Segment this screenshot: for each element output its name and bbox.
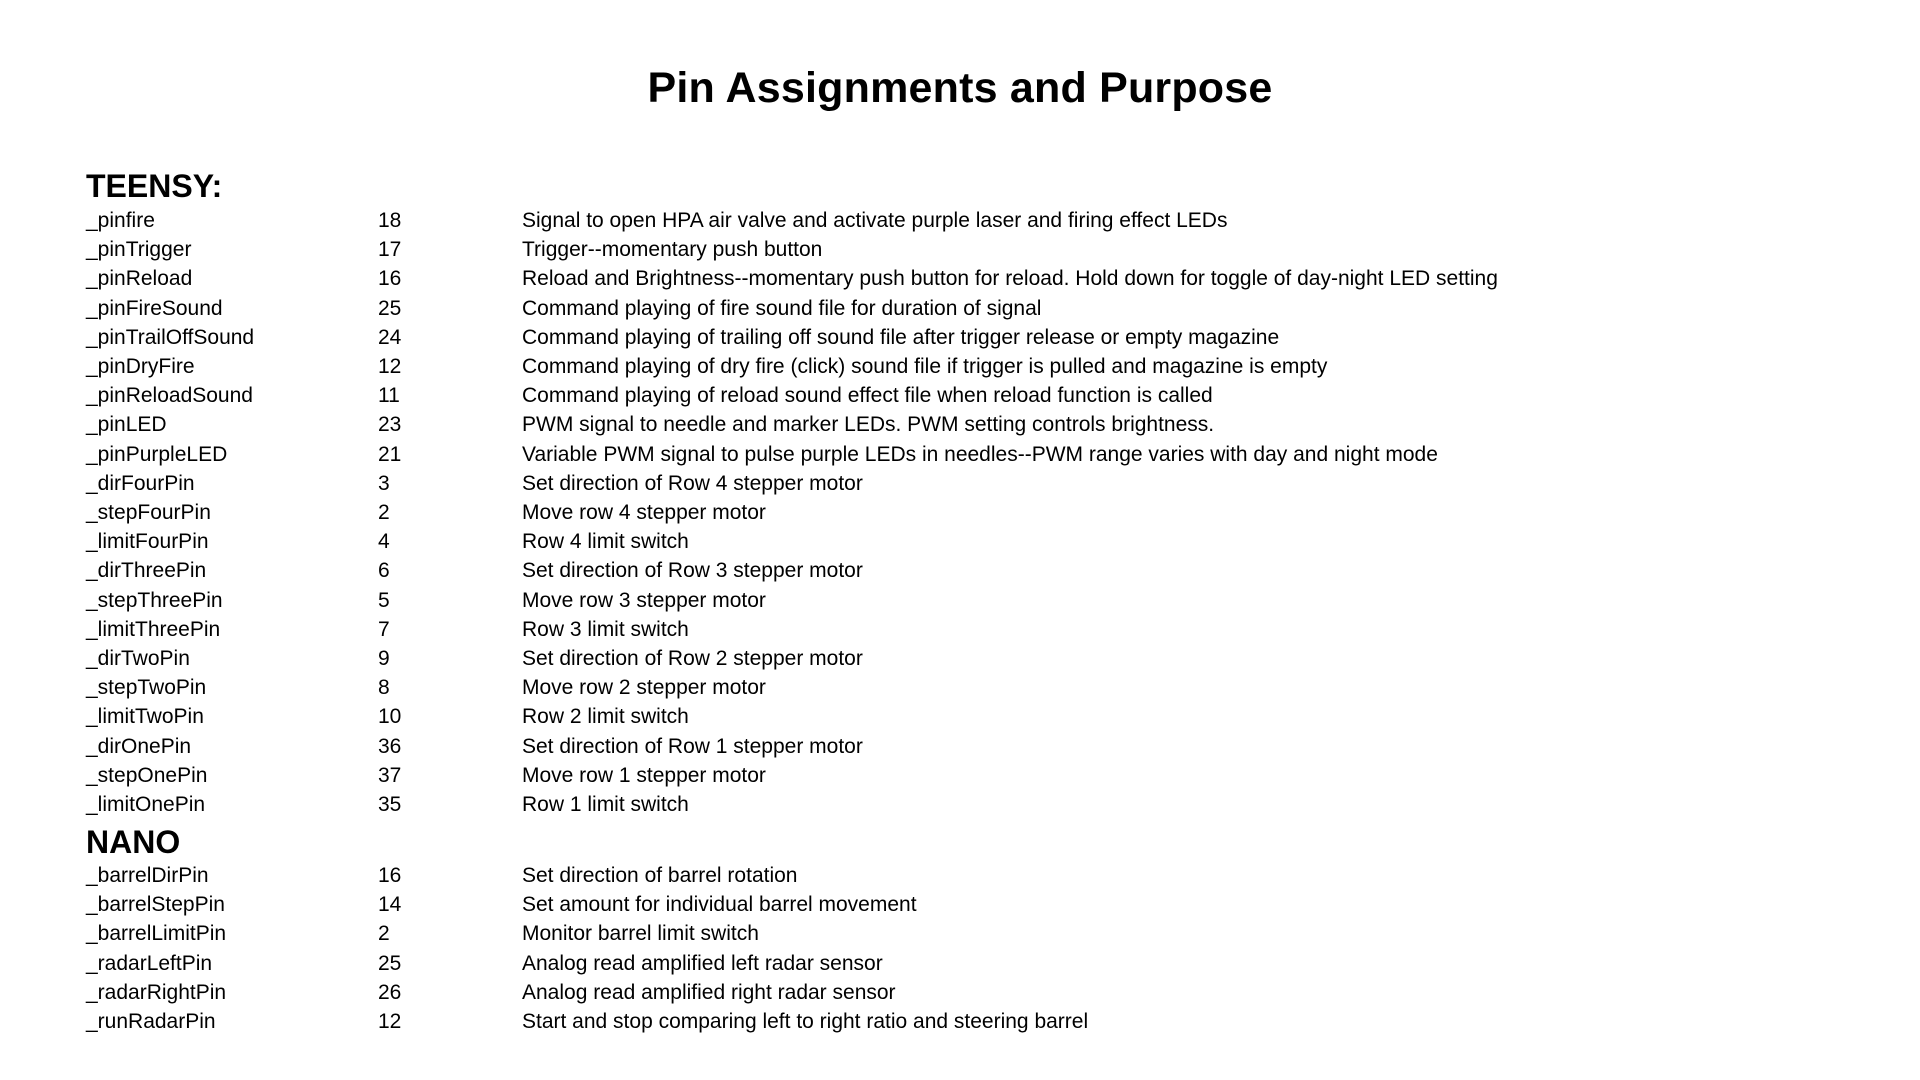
pin-row	[0, 919, 1920, 948]
pin-name: _limitThreePin	[86, 617, 221, 641]
pin-purpose: Set direction of Row 1 stepper motor	[522, 734, 863, 758]
pin-purpose: Set direction of Row 4 stepper motor	[522, 471, 863, 495]
pin-row	[0, 790, 1920, 819]
pin-name: _dirTwoPin	[86, 647, 190, 670]
pin-purpose: Command playing of trailing off sound file after trigger release or empty magazine	[522, 325, 1280, 349]
pin-name: _pinTrailOffSound	[86, 325, 255, 349]
pin-number: 10	[378, 705, 402, 729]
teensy-heading: TEENSY:	[86, 168, 223, 204]
pin-name: _stepTwoPin	[86, 676, 207, 700]
pin-purpose: Command playing of reload sound effect file when reload function is called	[522, 384, 1213, 408]
pin-purpose: Analog read amplified left radar sensor	[522, 951, 883, 975]
pin-number: 11	[378, 384, 400, 408]
pin-purpose: Reload and Brightness--momentary push button for reload. Hold down for toggle of day-night LED setting	[522, 267, 1498, 291]
pin-name: _pinLED	[86, 413, 167, 437]
pin-number: 2	[378, 501, 390, 524]
pin-purpose: Command playing of fire sound file for duration of signal	[522, 296, 1042, 320]
pin-name: _runRadarPin	[86, 1010, 216, 1033]
pin-number: 16	[378, 864, 402, 887]
pin-number: 25	[378, 296, 402, 320]
pin-purpose: Set direction of Row 3 stepper motor	[522, 559, 863, 583]
pin-number: 7	[378, 617, 390, 641]
pin-row	[0, 761, 1920, 790]
pin-number: 18	[378, 209, 402, 232]
pin-number: 23	[378, 413, 402, 437]
pin-row	[0, 673, 1920, 702]
pin-name: _radarLeftPin	[86, 951, 213, 975]
pin-name: _pinReload	[86, 267, 193, 291]
pin-name: _pinfire	[86, 209, 155, 232]
pin-row	[0, 615, 1920, 644]
pin-row	[0, 1007, 1920, 1036]
pin-name: _pinTrigger	[86, 238, 192, 262]
pin-purpose: PWM signal to needle and marker LEDs. PWM setting controls brightness.	[522, 413, 1215, 437]
pin-name: _barrelLimitPin	[86, 922, 227, 946]
pin-name: _stepOnePin	[86, 763, 208, 787]
pin-row	[0, 498, 1920, 527]
pin-purpose: Analog read amplified right radar sensor	[522, 980, 896, 1004]
pin-purpose: Monitor barrel limit switch	[522, 922, 759, 946]
pin-row	[0, 381, 1920, 410]
pin-row	[0, 469, 1920, 498]
pin-name: _limitFourPin	[86, 530, 209, 554]
pin-row	[0, 294, 1920, 323]
pin-purpose: Start and stop comparing left to right ratio and steering barrel	[522, 1010, 1089, 1033]
pin-name: _dirFourPin	[86, 471, 195, 495]
pin-number: 6	[378, 559, 390, 583]
pin-number: 8	[378, 676, 390, 700]
pin-row	[0, 206, 1920, 235]
pin-name: _stepFourPin	[86, 501, 211, 524]
pin-row	[0, 978, 1920, 1007]
pin-row	[0, 732, 1920, 761]
pin-name: _dirThreePin	[86, 559, 207, 583]
pin-name: _barrelDirPin	[86, 864, 209, 887]
nano-heading: NANO	[86, 824, 181, 860]
pin-row	[0, 861, 1920, 890]
pin-row	[0, 410, 1920, 439]
pin-row	[0, 352, 1920, 381]
pin-purpose: Trigger--momentary push button	[522, 238, 823, 262]
pin-name: _pinFireSound	[86, 296, 223, 320]
pin-name: _radarRightPin	[86, 980, 227, 1004]
pin-row	[0, 235, 1920, 264]
pin-row	[0, 586, 1920, 615]
pin-purpose: Command playing of dry fire (click) sound file if trigger is pulled and magazine is empty	[522, 355, 1328, 378]
pin-purpose: Move row 1 stepper motor	[522, 763, 766, 787]
pin-number: 37	[378, 763, 402, 787]
pin-number: 2	[378, 922, 390, 946]
pin-purpose: Signal to open HPA air valve and activate purple laser and firing effect LEDs	[522, 209, 1228, 232]
page-title: Pin Assignments and Purpose	[647, 64, 1273, 112]
pin-name: _stepThreePin	[86, 588, 223, 612]
pin-row	[0, 890, 1920, 919]
pin-purpose: Row 4 limit switch	[522, 530, 689, 554]
pin-purpose: Move row 3 stepper motor	[522, 588, 766, 612]
pin-number: 35	[378, 793, 402, 816]
pin-purpose: Set direction of barrel rotation	[522, 864, 798, 887]
pin-number: 12	[378, 1010, 402, 1033]
pin-number: 9	[378, 647, 390, 670]
pin-row	[0, 323, 1920, 352]
pin-name: _pinReloadSound	[86, 384, 253, 408]
pin-purpose: Row 1 limit switch	[522, 793, 689, 816]
pin-number: 17	[378, 238, 402, 262]
pin-purpose: Set direction of Row 2 stepper motor	[522, 647, 863, 670]
pin-name: _pinDryFire	[86, 355, 195, 378]
pin-row	[0, 949, 1920, 978]
pin-purpose: Move row 2 stepper motor	[522, 676, 766, 700]
pin-number: 14	[378, 893, 402, 917]
pin-row	[0, 440, 1920, 469]
pin-number: 25	[378, 951, 402, 975]
pin-number: 36	[378, 734, 402, 758]
pin-purpose: Row 2 limit switch	[522, 705, 689, 729]
pin-number: 5	[378, 588, 390, 612]
pin-number: 16	[378, 267, 402, 291]
pin-purpose: Set amount for individual barrel movement	[522, 893, 917, 917]
pin-number: 21	[378, 442, 402, 466]
pin-name: _limitOnePin	[86, 793, 206, 816]
pin-row	[0, 264, 1920, 293]
pin-number: 4	[378, 530, 390, 554]
pin-purpose: Row 3 limit switch	[522, 617, 689, 641]
pin-name: _dirOnePin	[86, 734, 192, 758]
pin-row	[0, 702, 1920, 731]
pin-row	[0, 556, 1920, 585]
pin-row	[0, 644, 1920, 673]
pin-name: _pinPurpleLED	[86, 442, 228, 466]
pin-name: _barrelStepPin	[86, 893, 225, 917]
pin-purpose: Variable PWM signal to pulse purple LEDs in needles--PWM range varies with day and night mode	[522, 442, 1438, 466]
pin-number: 3	[378, 471, 390, 495]
pin-purpose: Move row 4 stepper motor	[522, 501, 766, 524]
pin-number: 26	[378, 980, 402, 1004]
pin-row	[0, 527, 1920, 556]
pin-number: 12	[378, 355, 402, 378]
pin-number: 24	[378, 325, 402, 349]
pin-name: _limitTwoPin	[86, 705, 204, 729]
